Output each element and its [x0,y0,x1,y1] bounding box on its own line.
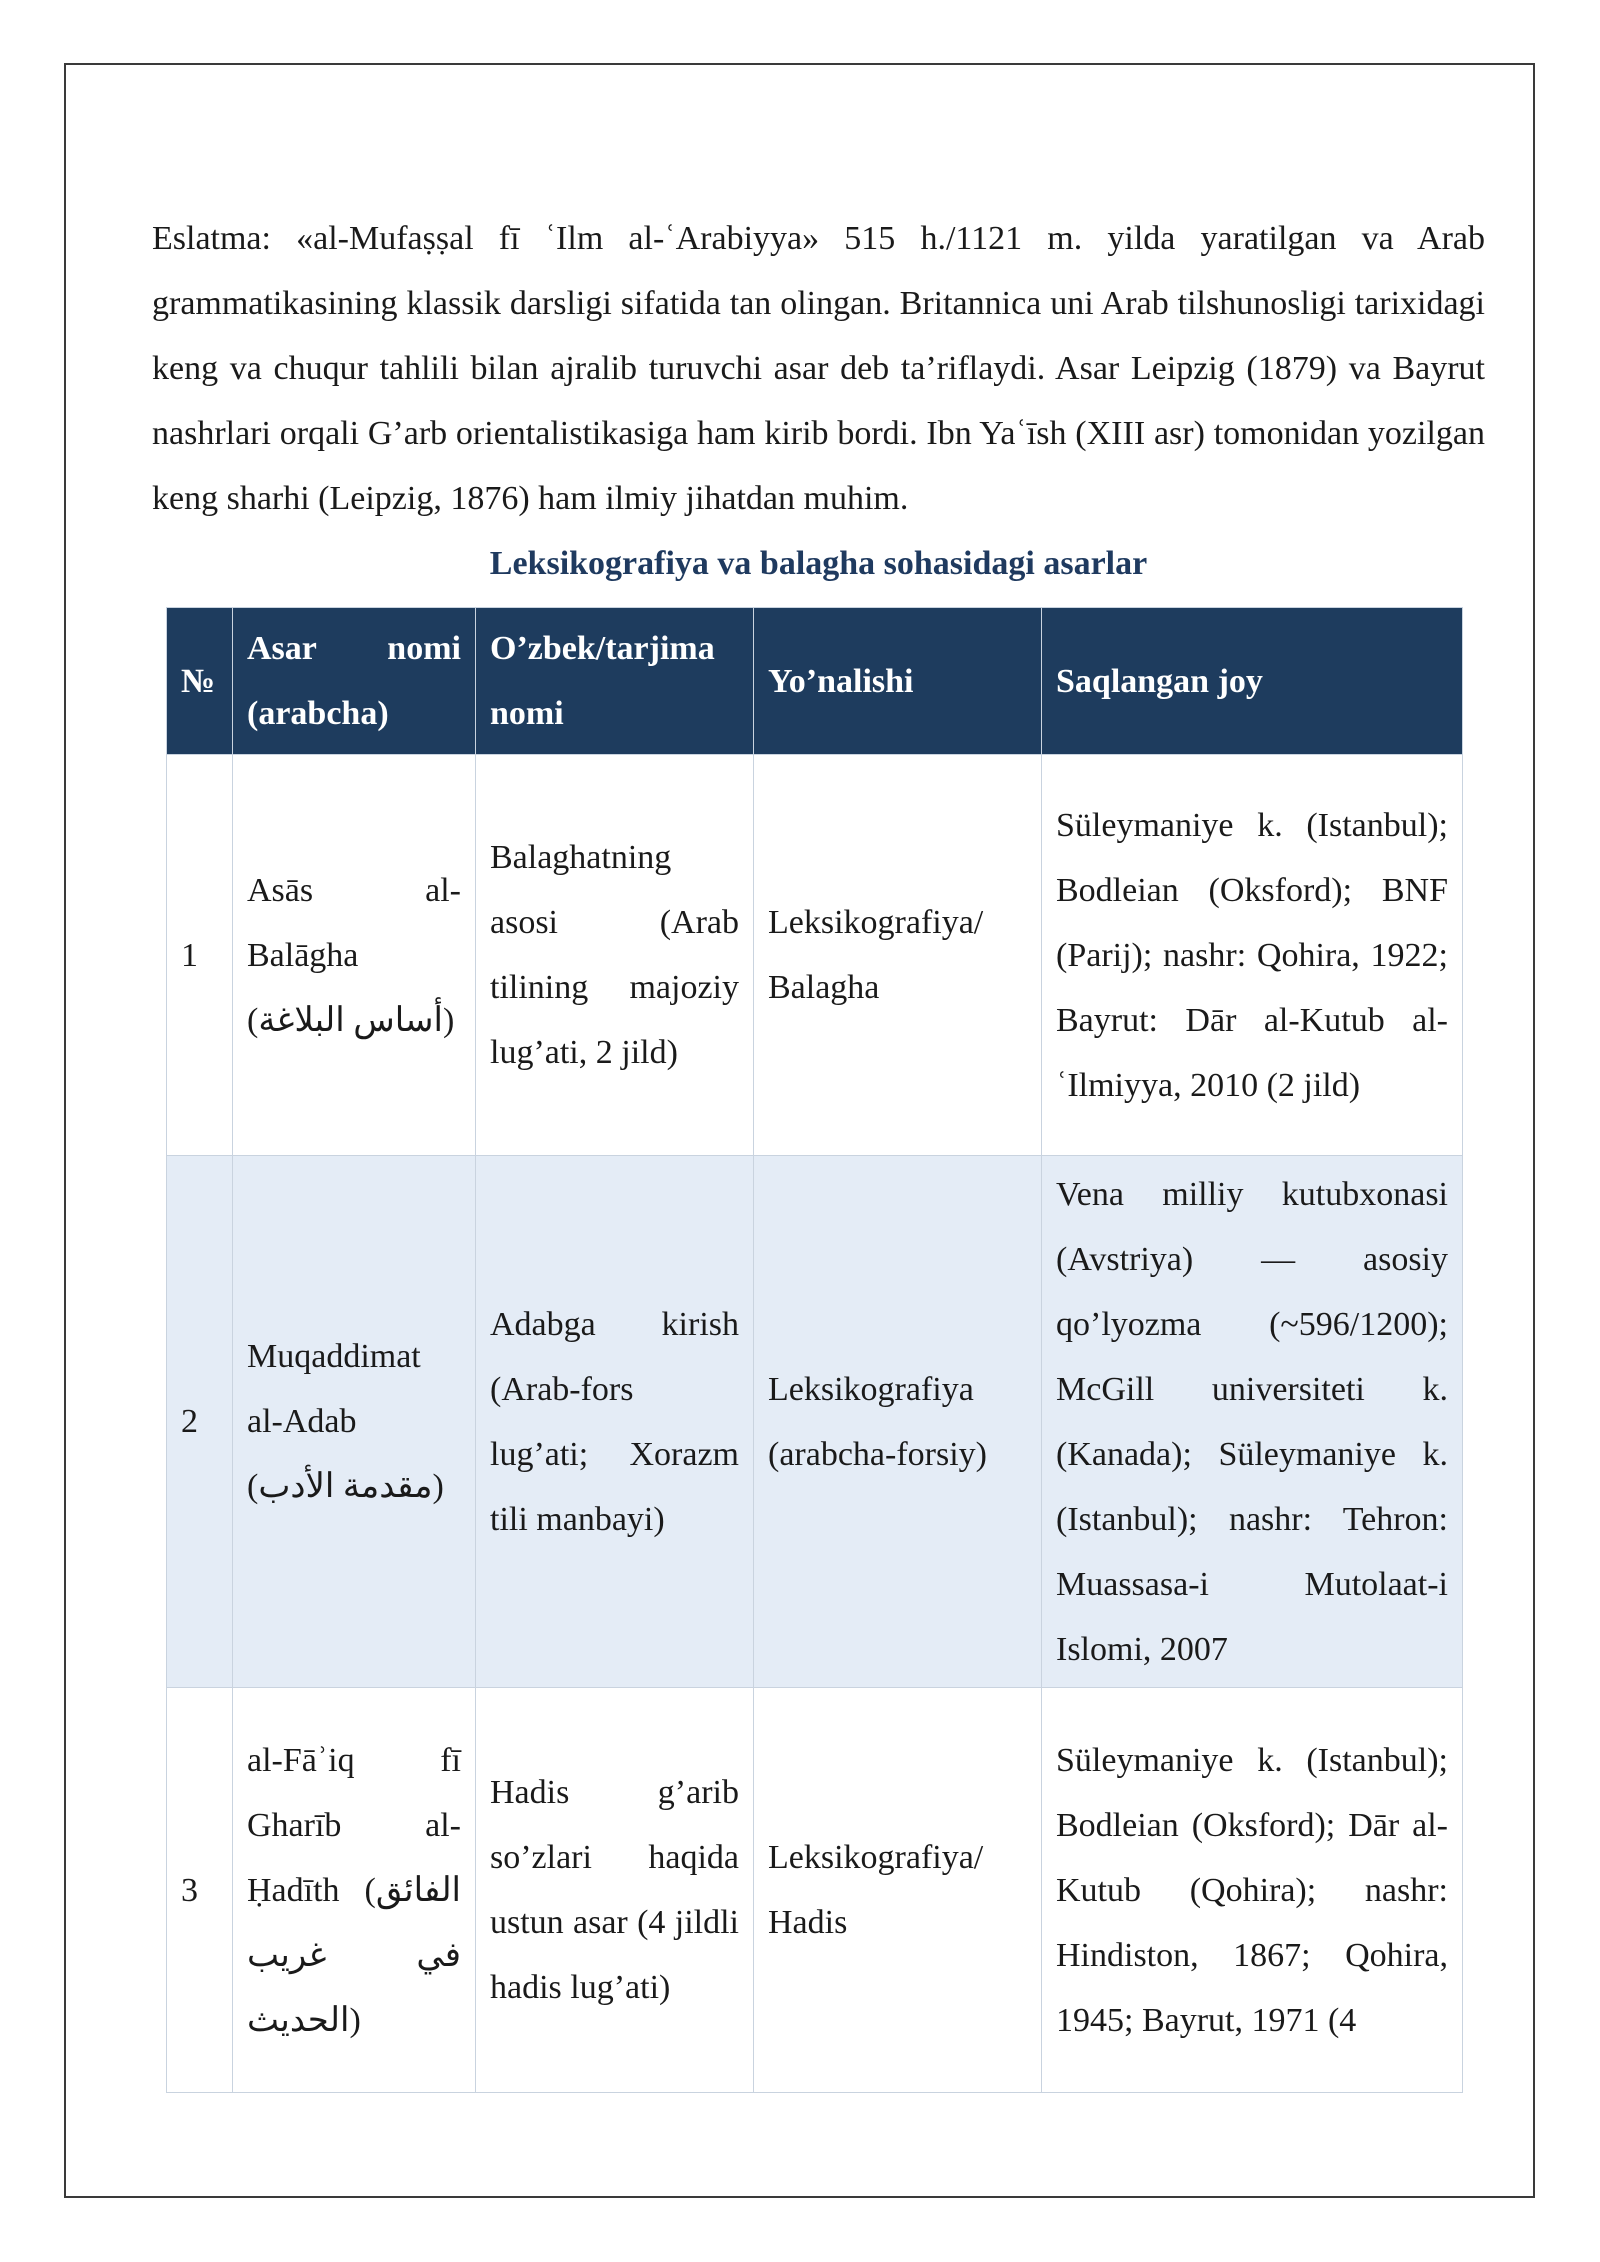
works-table [166,607,1463,2093]
cell-title: al-Fāʾiq fī Gharīb al-Ḥadīth (الفائق في غريب الحديث) [233,1688,476,2093]
cell-field: Leksikografiya/ Hadis [754,1688,1042,2093]
cell-translation: Hadis g’arib so’zlari haqida ustun asar (4 jildli hadis lug’ati) [476,1688,754,2093]
cell-location: Vena milliy kutubxonasi (Avstriya) — asosiy qo’lyozma (~596/1200); McGill universiteti k. (Kanada); Süleymaniye k. (Istanbul); nashr: Tehron: Muassasa-i Mutolaat-i Islomi, 2007 [1042,1156,1463,1688]
cell-field: Leksikografiya (arabcha-forsiy) [754,1156,1042,1688]
table-caption: Leksikografiya va balagha sohasidagi asarlar [489,545,1148,582]
cell-number: 2 [167,1156,233,1688]
table-header-row [167,608,1463,755]
cell-title: Asās al-Balāgha (أساس البلاغة) [233,755,476,1156]
cell-field: Leksikografiya/ Balagha [754,755,1042,1156]
cell-number: 1 [167,755,233,1156]
cell-location: Süleymaniye k. (Istanbul); Bodleian (Oksford); BNF (Parij); nashr: Qohira, 1922; Bayrut: Dār al-Kutub al-ʿIlmiyya, 2010 (2 jild) [1042,755,1463,1156]
note-paragraph: Eslatma: «al-Mufaṣṣal fī ʿIlm al-ʿArabiyya» 515 h./1121 m. yilda yaratilgan va Arab grammatikasining klassik darsligi sifatida tan olingan. Britannica uni Arab tilshunosligi tarixidagi keng va chuqur tahlili bilan ajralib turuvchi asar deb ta’riflaydi. Asar Leipzig (1879) va Bayrut nashrlari orqali G’arb orientalistikasiga ham kirib bordi. Ibn Yaʿīsh (XIII asr) tomonidan yozilgan keng sharhi (Leipzig, 1876) ham ilmiy jihatdan muhim. [152,220,1485,517]
cell-title: Muqaddimat al-Adab (مقدمة الأدب) [233,1156,476,1688]
cell-location: Süleymaniye k. (Istanbul); Bodleian (Oksford); Dār al-Kutub (Qohira); nashr: Hindiston, 1867; Qohira, 1945; Bayrut, 1971 (4 [1042,1688,1463,2093]
cell-translation: Adabga kirish (Arab-fors lug’ati; Xorazm tili manbayi) [476,1156,754,1688]
header-number: № [167,608,233,755]
table-row [167,755,1463,1156]
header-translation: O’zbek/tarjima nomi [476,608,754,755]
cell-translation: Balaghatning asosi (Arab tilining majoziy lug’ati, 2 jild) [476,755,754,1156]
header-location: Saqlangan joy [1042,608,1463,755]
header-title: Asar nomi (arabcha) [233,608,476,755]
header-field: Yo’nalishi [754,608,1042,755]
table-row [167,1688,1463,2093]
cell-number: 3 [167,1688,233,2093]
table-row [167,1156,1463,1688]
